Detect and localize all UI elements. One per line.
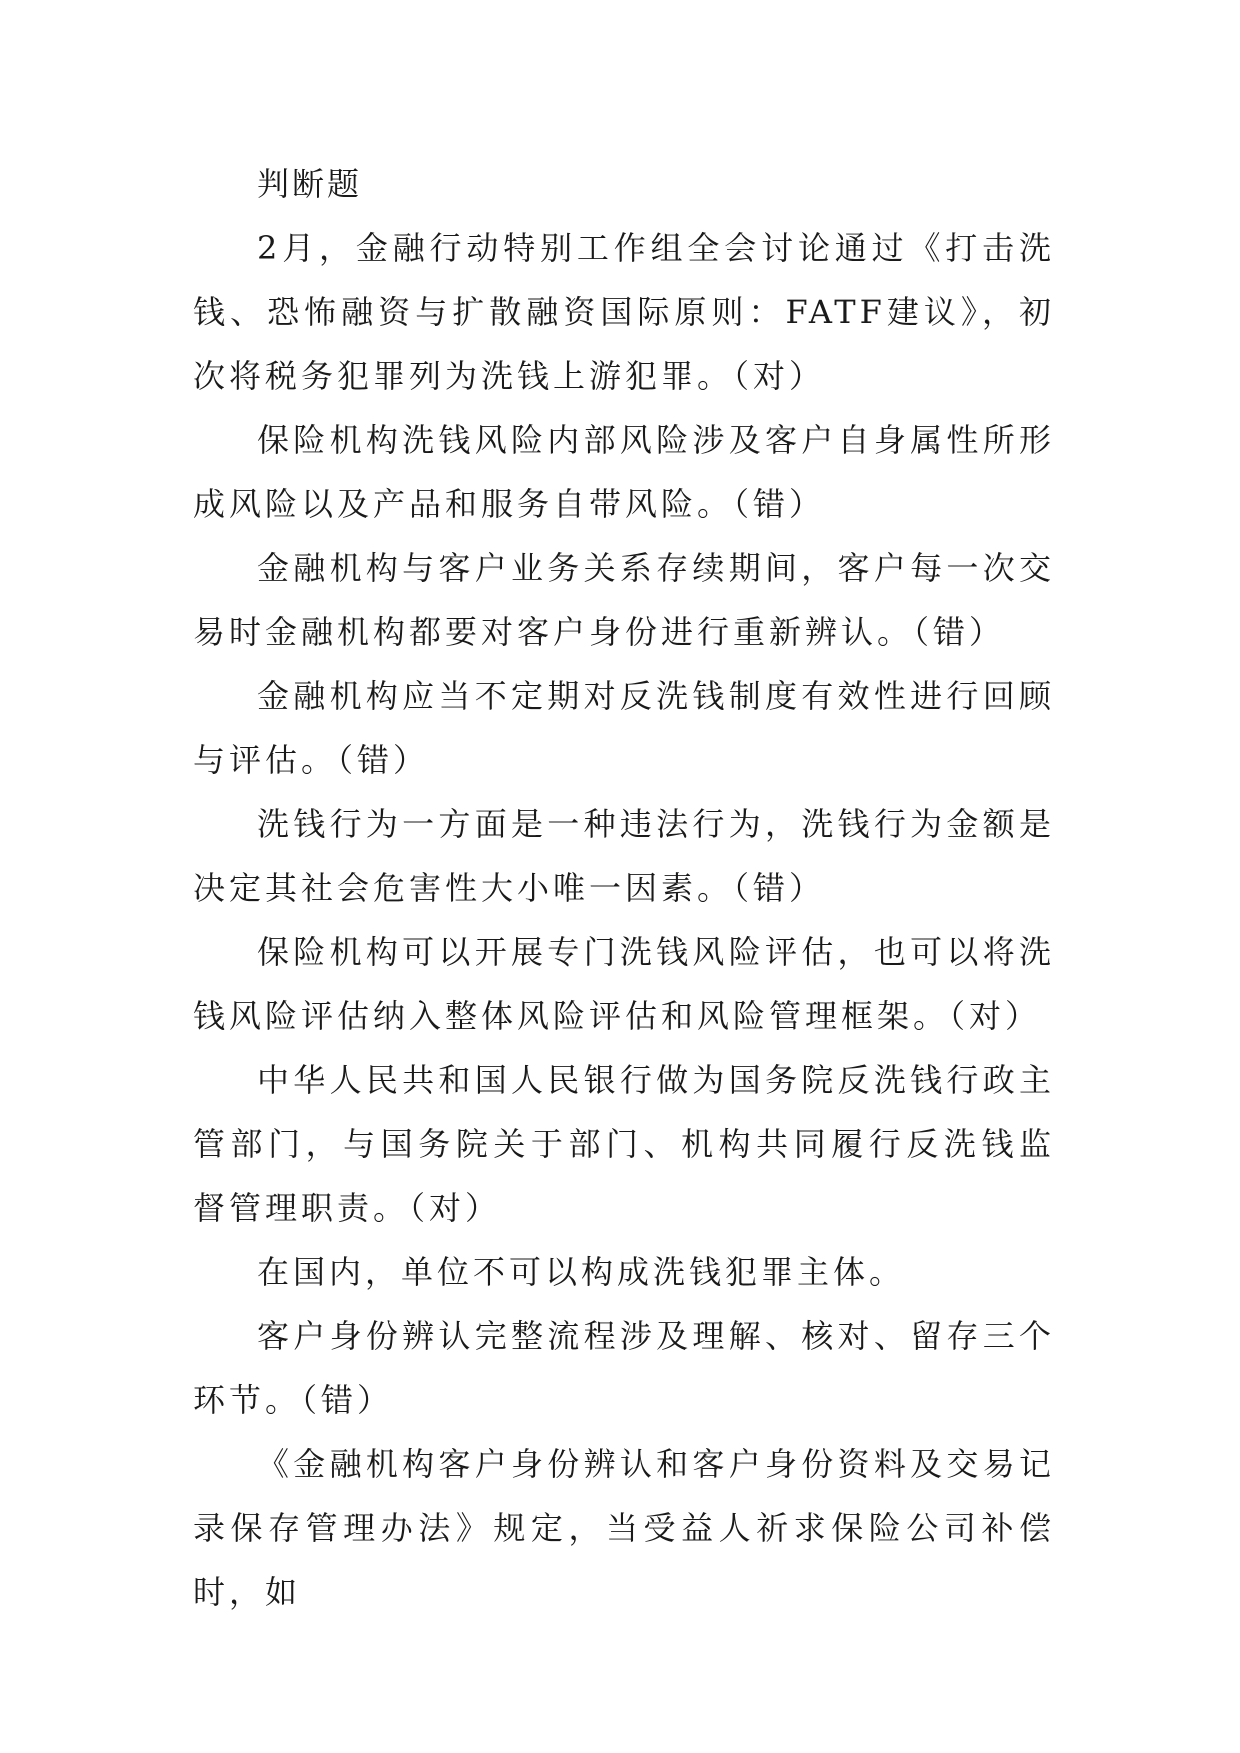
question-item-5: 洗钱行为一方面是一种违法行为，洗钱行为金额是决定其社会危害性大小唯一因素。（错） [193, 805, 1055, 907]
question-item-3: 金融机构与客户业务关系存续期间，客户每一次交易时金融机构都要对客户身份进行重新辨认。（错） [193, 549, 1055, 651]
question-item-9: 客户身份辨认完整流程涉及理解、核对、留存三个环节。（错） [193, 1317, 1055, 1419]
question-item-4: 金融机构应当不定期对反洗钱制度有效性进行回顾与评估。（错） [193, 677, 1055, 779]
question-item-7: 中华人民共和国人民银行做为国务院反洗钱行政主管部门，与国务院关于部门、机构共同履行反洗钱监督管理职责。（对） [193, 1061, 1055, 1227]
question-item-8: 在国内，单位不可以构成洗钱犯罪主体。 [257, 1253, 906, 1291]
question-item-2: 保险机构洗钱风险内部风险涉及客户自身属性所形成风险以及产品和服务自带风险。（错） [193, 421, 1055, 523]
question-item-6: 保险机构可以开展专门洗钱风险评估，也可以将洗钱风险评估纳入整体风险评估和风险管理框架。（对） [193, 933, 1055, 1035]
question-item-1: 2月，金融行动特别工作组全会讨论通过《打击洗钱、恐怖融资与扩散融资国际原则：FATF建议》，初次将税务犯罪列为洗钱上游犯罪。（对） [193, 229, 1055, 395]
question-item-10: 《金融机构客户身份辨认和客户身份资料及交易记录保存管理办法》规定，当受益人祈求保险公司补偿时，如 [193, 1445, 1055, 1611]
section-heading: 判断题 [257, 165, 363, 203]
document-body [193, 152, 1055, 1624]
